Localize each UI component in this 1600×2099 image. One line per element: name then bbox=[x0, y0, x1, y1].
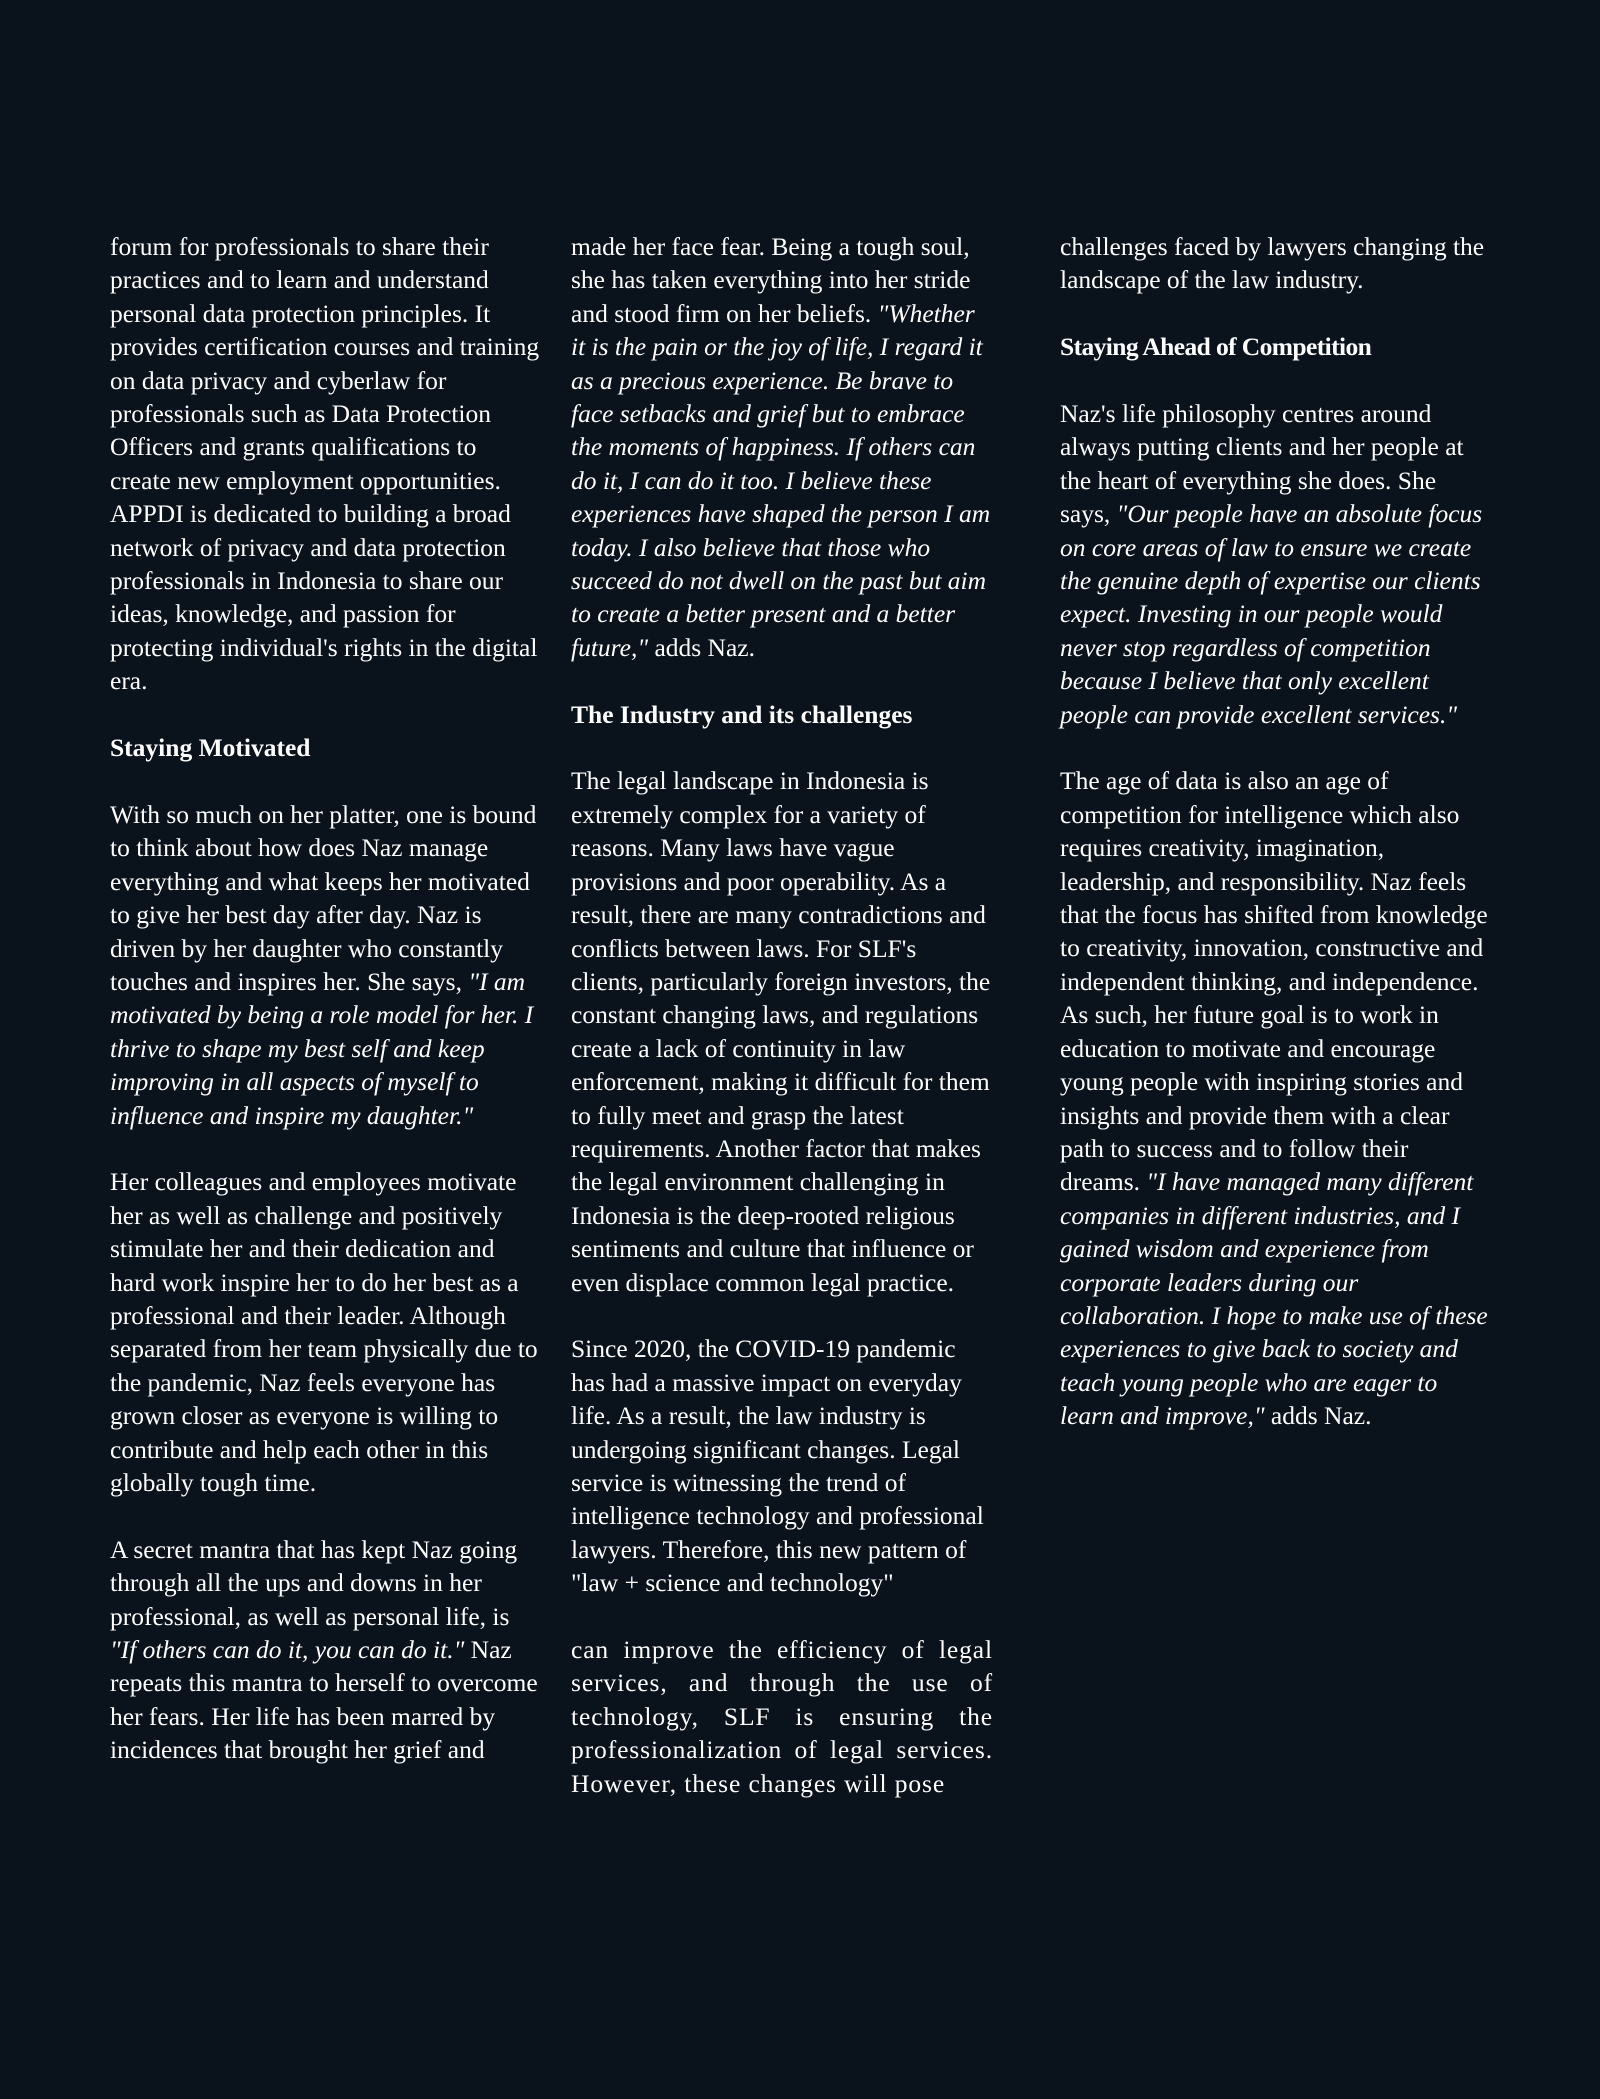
text-column-1 bbox=[110, 230, 542, 1800]
heading-staying-ahead: Staying Ahead of Competition bbox=[1060, 332, 1372, 362]
quote-mantra: "If others can do it, you can do it." bbox=[110, 1635, 465, 1664]
paragraph-text: A secret mantra that has kept Naz going through all the ups and downs in her professional, as well as personal life, is bbox=[110, 1534, 518, 1631]
paragraph-text: Naz repeats this mantra to herself to overcome her fears. Her life has been marred by incidences that brought her grief and bbox=[110, 1635, 538, 1765]
age-of-data-paragraph bbox=[1060, 764, 1492, 1432]
mantra-paragraph bbox=[110, 1533, 542, 1767]
efficiency-paragraph: can improve the efficiency of legal services, and through the use of technology, SLF is ensuring the professionalization of legal services. However, these changes will pose bbox=[571, 1635, 993, 1798]
quote-role-model: "I am motivated by being a role model for her. I thrive to shape my best self and keep improving in all aspects of myself to influence and inspire my daughter." bbox=[110, 966, 534, 1130]
fear-paragraph bbox=[571, 230, 993, 664]
paragraph-text: With so much on her platter, one is bound to think about how does Naz manage everything and what keeps her motivated to give her best day after day. Naz is driven by her daughter who constantly touches and inspires her. She says, bbox=[110, 799, 537, 996]
covid-paragraph: Since 2020, the COVID-19 pandemic has had a massive impact on everyday life. As a result, the law industry is undergoing significant changes. Legal service is witnessing the trend of intelligence technology and professional lawyers. Therefore, this new pattern of "law + science and technology" bbox=[571, 1334, 984, 1598]
heading-staying-motivated: Staying Motivated bbox=[110, 733, 311, 763]
motivation-paragraph bbox=[110, 798, 542, 1132]
colleagues-paragraph: Her colleagues and employees motivate her as well as challenge and positively stimulate her and their dedication and hard work inspire her to do her best as a professional and their leader. Although separated from her team physically due to the pandemic, Naz feels everyone has grown closer as everyone is willing to contribute and help each other in this globally tough time. bbox=[110, 1167, 538, 1497]
quote-pain-or-joy: "Whether it is the pain or the joy of life, I regard it as a precious experience. Be brave to face setbacks and grief but to embrace the moments of happiness. If others can do it, I can do it too. I believe these experiences have shaped the person I am today. I also believe that those who succeed do not dwell on the past but aim to create a better present and a better future," bbox=[571, 298, 991, 662]
legal-landscape-paragraph: The legal landscape in Indonesia is extremely complex for a variety of reasons. Many laws have vague provisions and poor operability. As a result, there are many contradictions and conflicts between laws. For SLF's clients, particularly foreign investors, the constant changing laws, and regulations create a lack of continuity in law enforcement, making it difficult for them to fully meet and grasp the latest requirements. Another factor that makes the legal environment challenging in Indonesia is the deep-rooted religious sentiments and culture that influence or even displace common legal practice. bbox=[571, 766, 991, 1297]
quote-our-people: "Our people have an absolute focus on core areas of law to ensure we create the genuine depth of expertise our clients expect. Investing in our people would never stop regardless of competition because I believe that only excellent people can provide excellent services." bbox=[1060, 499, 1483, 729]
quote-managed-companies: "I have managed many different companies in different industries, and I gained wisdom and experience from corporate leaders during our collaboration. I hope to make use of these experiences to give back to society and teach young people who are eager to learn and improve," bbox=[1060, 1167, 1488, 1431]
text-column-2 bbox=[571, 230, 993, 1833]
challenges-paragraph: challenges faced by lawyers changing the landscape of the law industry. bbox=[1060, 232, 1485, 295]
intro-paragraph: forum for professionals to share their practices and to learn and understand personal data protection principles. It provides certification courses and training on data privacy and cyberlaw for professionals such as Data Protection Officers and grants qualifications to create new employment opportunities. APPDI is dedicated to building a broad network of privacy and data protection professionals in Indonesia to share our ideas, knowledge, and passion for protecting individual's rights in the digital era. bbox=[110, 232, 540, 696]
paragraph-text: Naz's life philosophy centres around always putting clients and her people at the heart of everything she does. She says, bbox=[1060, 399, 1464, 529]
heading-industry-challenges: The Industry and its challenges bbox=[571, 699, 913, 729]
philosophy-paragraph bbox=[1060, 397, 1492, 731]
text-column-3 bbox=[1060, 230, 1492, 1466]
paragraph-text: The age of data is also an age of competition for intelligence which also requires creativity, imagination, leadership, and responsibility. Naz feels that the focus has shifted from knowledge to creativity, innovation, constructive and independent thinking, and independence. As such, her future goal is to work in education to motivate and encourage young people with inspiring stories and insights and provide them with a clear path to success and to follow their dreams. bbox=[1060, 766, 1488, 1197]
paragraph-text: adds Naz. bbox=[1264, 1401, 1372, 1431]
paragraph-text: adds Naz. bbox=[648, 632, 755, 662]
paragraph-text: made her face fear. Being a tough soul, she has taken everything into her stride and stood firm on her beliefs. bbox=[571, 232, 971, 328]
